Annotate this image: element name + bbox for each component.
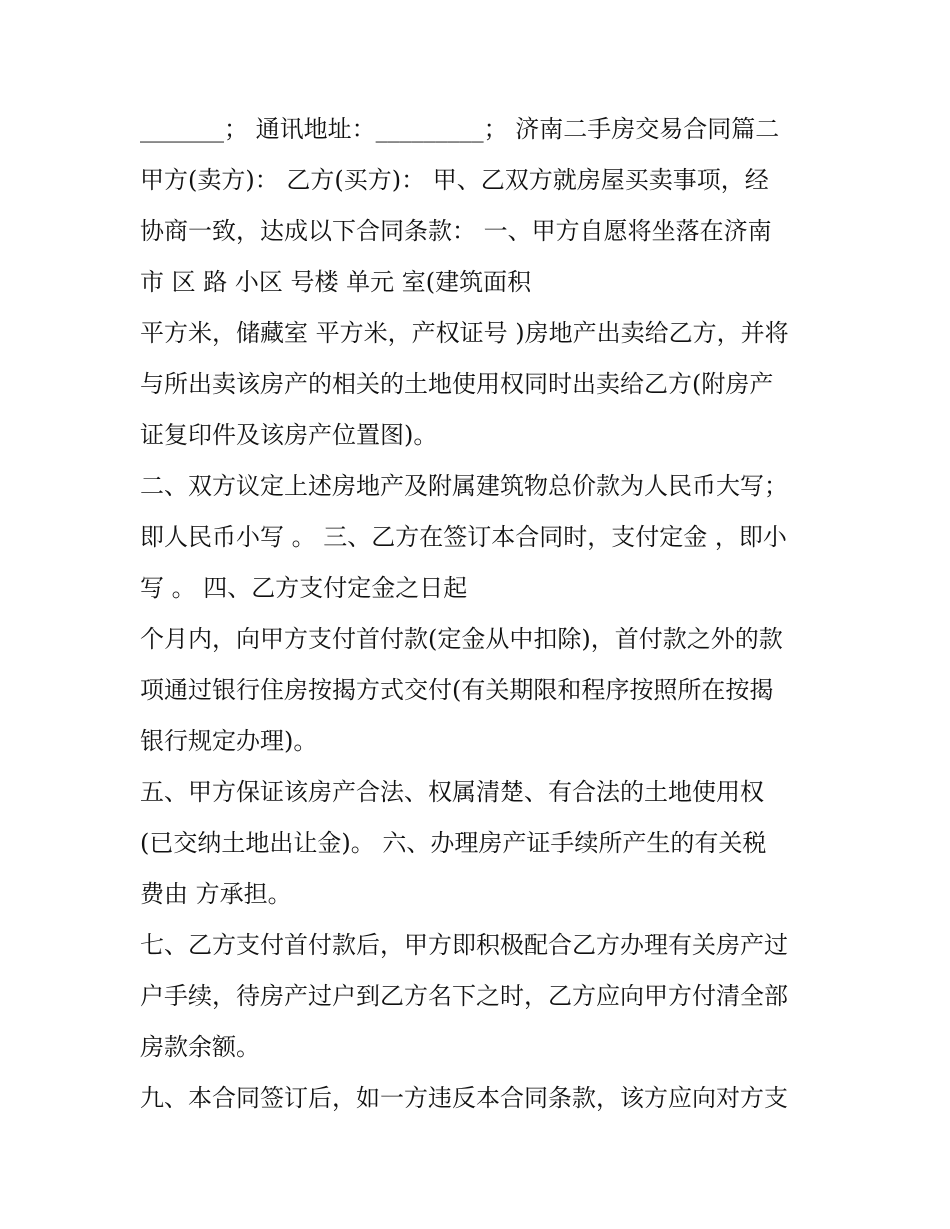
text-line: 银行规定办理)。: [140, 727, 318, 755]
text-line: 甲方(卖方)： 乙方(买方)： 甲、乙双方就房屋买卖事项，经: [140, 166, 769, 194]
text-line: 五、甲方保证该房产合法、权属清楚、有合法的土地使用权: [140, 778, 764, 806]
text-line: 平方米，储藏室 平方米，产权证号 )房地产出卖给乙方，并将: [140, 319, 789, 347]
text-line: 房款余额。: [140, 1033, 260, 1061]
text-line: 项通过银行住房按揭方式交付(有关期限和程序按照所在按揭: [140, 676, 774, 704]
text-line: 即人民币小写 。 三、乙方在签订本合同时，支付定金 ，即小: [140, 523, 787, 551]
text-line: 九、本合同签订后，如一方违反本合同条款，该方应向对方支: [140, 1084, 788, 1112]
text-line: (已交纳土地出让金)。 六、办理房产证手续所产生的有关税: [140, 829, 767, 857]
text-line: 费由 方承担。: [140, 880, 292, 908]
text-line: _______； 通讯地址：_________； 济南二手房交易合同篇二: [140, 115, 780, 143]
text-line: 户手续，待房产过户到乙方名下之时，乙方应向甲方付清全部: [140, 982, 788, 1010]
text-line: 个月内，向甲方支付首付款(定金从中扣除)，首付款之外的款: [140, 625, 783, 653]
contract-text: [140, 104, 820, 1124]
text-line: 市 区 路 小区 号楼 单元 室(建筑面积: [140, 268, 532, 296]
text-line: 与所出卖该房产的相关的土地使用权同时出卖给乙方(附房产: [140, 370, 774, 398]
text-line: 七、乙方支付首付款后，甲方即积极配合乙方办理有关房产过: [140, 931, 788, 959]
text-line: 证复印件及该房产位置图)。: [140, 421, 438, 449]
text-line: 协商一致，达成以下合同条款： 一、甲方自愿将坐落在济南: [140, 217, 772, 245]
text-line: 写 。 四、乙方支付定金之日起: [140, 574, 468, 602]
text-line: 二、双方议定上述房地产及附属建筑物总价款为人民币大写；: [140, 472, 788, 500]
